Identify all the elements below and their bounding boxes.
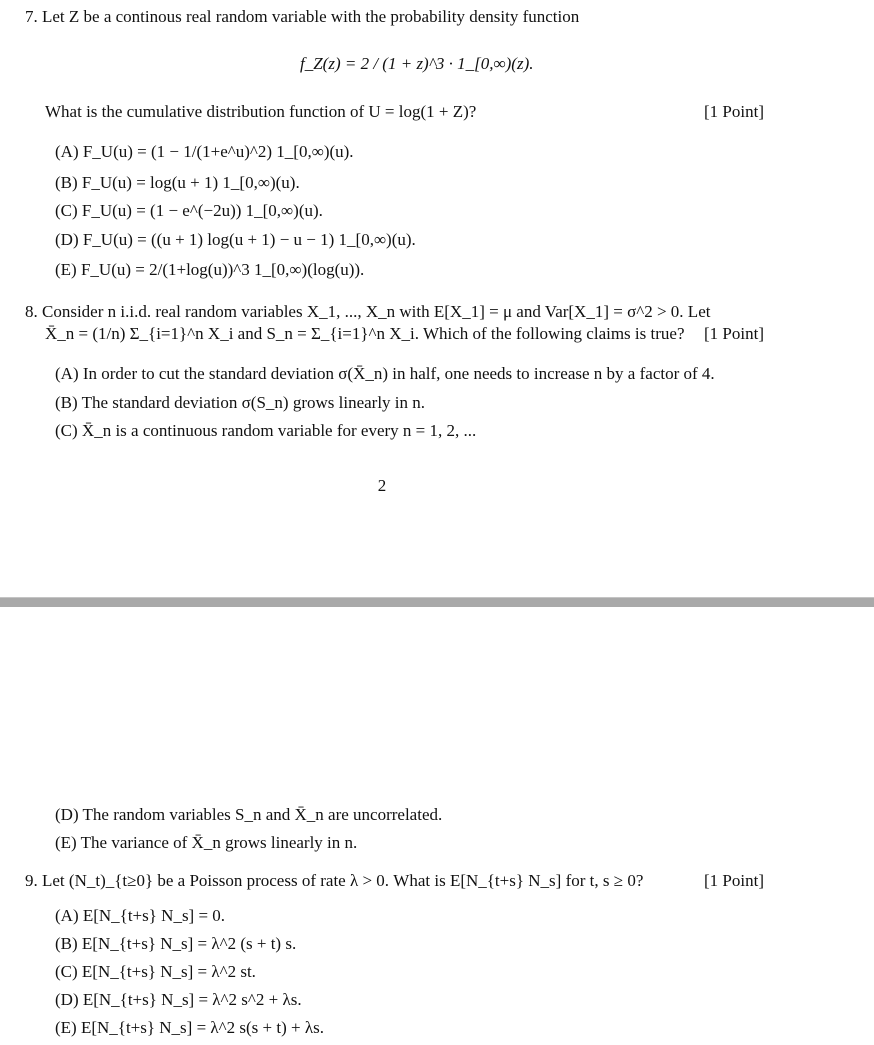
problem-8-line-1: 8. Consider n i.i.d. real random variables X_1, ..., X_n with E[X_1] = μ and Var[X_1] = σ^2 > 0. Let — [25, 302, 711, 321]
problem-9-option-b: (B) E[N_{t+s} N_s] = λ^2 (s + t) s. — [55, 934, 297, 953]
problem-8-option-c: (C) X̄_n is a continuous random variable for every n = 1, 2, ... — [55, 421, 477, 440]
problem-7-option-e: (E) F_U(u) = 2/(1+log(u))^3 1_[0,∞)(log(u)). — [55, 260, 365, 279]
problem-7-intro: 7. Let Z be a continous real random variable with the probability density function — [25, 7, 580, 26]
problem-9-option-c: (C) E[N_{t+s} N_s] = λ^2 st. — [55, 962, 256, 981]
problem-7-option-d: (D) F_U(u) = ((u + 1) log(u + 1) − u − 1) 1_[0,∞)(u). — [55, 230, 416, 249]
problem-7-option-a: (A) F_U(u) = (1 − 1/(1+e^u)^2) 1_[0,∞)(u). — [55, 142, 354, 161]
problem-9-question: 9. Let (N_t)_{t≥0} be a Poisson process of rate λ > 0. What is E[N_{t+s} N_s] for t, s ≥ 0? — [25, 871, 644, 890]
problem-7-question: What is the cumulative distribution function of U = log(1 + Z)? — [45, 102, 477, 121]
problem-7-points: [1 Point] — [704, 102, 764, 121]
problem-8-option-e: (E) The variance of X̄_n grows linearly in n. — [55, 833, 358, 852]
problem-8-option-b: (B) The standard deviation σ(S_n) grows linearly in n. — [55, 393, 426, 412]
problem-8-points: [1 Point] — [704, 324, 764, 343]
page-break-divider — [0, 597, 874, 607]
problem-8-option-d: (D) The random variables S_n and X̄_n are uncorrelated. — [55, 805, 443, 824]
problem-9-option-d: (D) E[N_{t+s} N_s] = λ^2 s^2 + λs. — [55, 990, 302, 1009]
problem-9-points: [1 Point] — [704, 871, 764, 890]
problem-9-option-e: (E) E[N_{t+s} N_s] = λ^2 s(s + t) + λs. — [55, 1018, 324, 1037]
page-number: 2 — [377, 476, 387, 495]
problem-8-option-a: (A) In order to cut the standard deviation σ(X̄_n) in half, one needs to increase n by a factor of 4. — [55, 364, 715, 383]
problem-7-option-b: (B) F_U(u) = log(u + 1) 1_[0,∞)(u). — [55, 173, 300, 192]
problem-7-option-c: (C) F_U(u) = (1 − e^(−2u)) 1_[0,∞)(u). — [55, 201, 323, 220]
problem-9-option-a: (A) E[N_{t+s} N_s] = 0. — [55, 906, 226, 925]
problem-8-line-2: X̄_n = (1/n) Σ_{i=1}^n X_i and S_n = Σ_{i=1}^n X_i. Which of the following claims is true? — [45, 324, 685, 343]
problem-7-pdf-formula: f_Z(z) = 2 / (1 + z)^3 · 1_[0,∞)(z). — [300, 54, 534, 73]
